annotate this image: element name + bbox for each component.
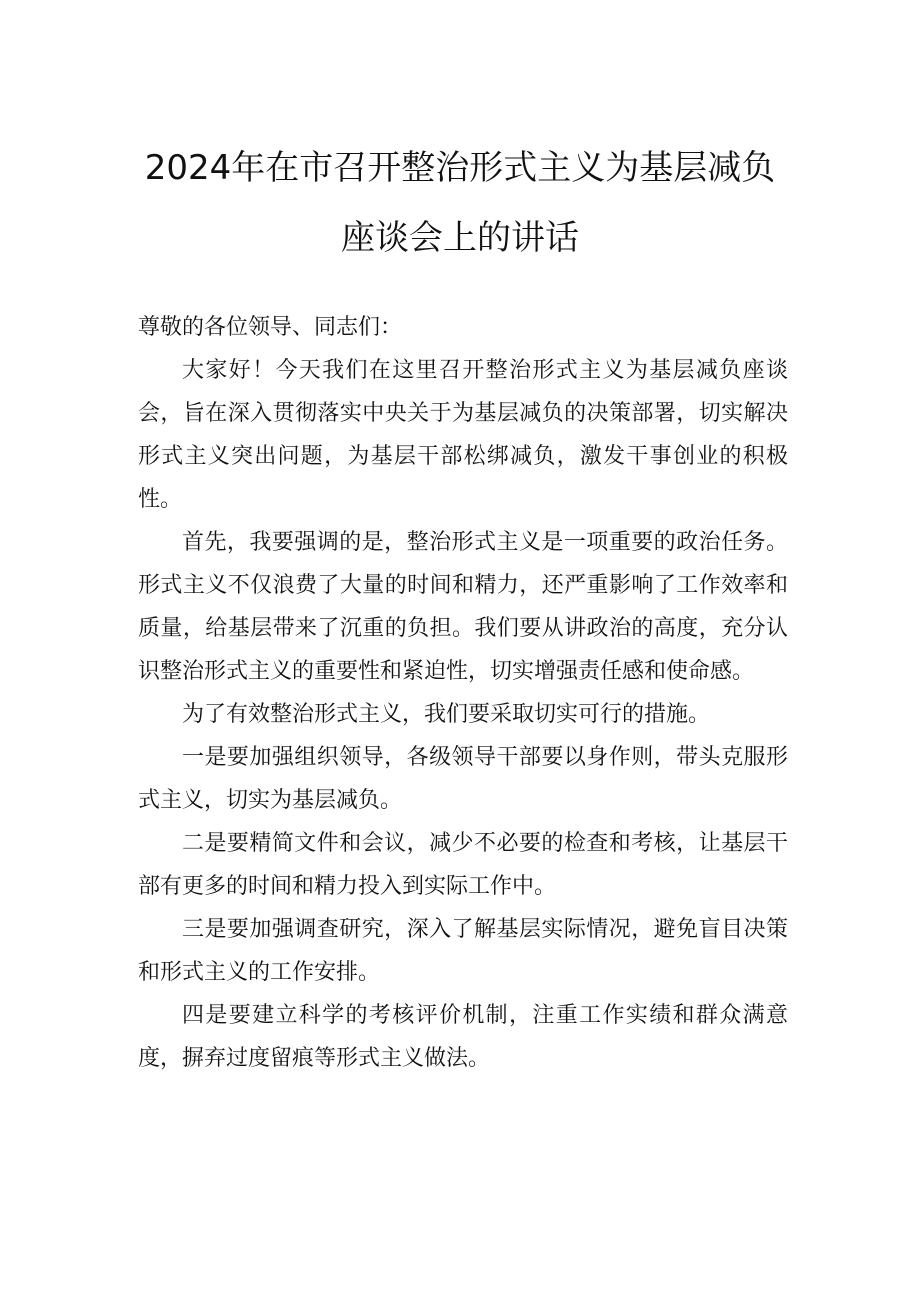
paragraph-first-point: 首先，我要强调的是，整治形式主义是一项重要的政治任务。形式主义不仅浪费了大量的时间和精力，还严重影响了工作效率和质量，给基层带来了沉重的负担。我们要从讲政治的高度，充分认识整治形式主义的重要性和紧迫性，切实增强责任感和使命感。 <box>138 530 788 684</box>
paragraph-measure-3: 三是要加强调查研究，深入了解基层实际情况，避免盲目决策和形式主义的工作安排。 <box>138 917 788 985</box>
paragraph-measure-4: 四是要建立科学的考核评价机制，注重工作实绩和群众满意度，摒弃过度留痕等形式主义做法。 <box>138 1003 788 1071</box>
paragraph-measures-intro: 为了有效整治形式主义，我们要采取切实可行的措施。 <box>182 702 711 727</box>
paragraph-greeting: 大家好！今天我们在这里召开整治形式主义为基层减负座谈会，旨在深入贯彻落实中央关于为基层减负的决策部署，切实解决形式主义突出问题，为基层干部松绑减负，激发干事创业的积极性。 <box>138 358 788 512</box>
paragraph-measure-2: 二是要精简文件和会议，减少不必要的检查和考核，让基层干部有更多的时间和精力投入到实际工作中。 <box>138 831 788 899</box>
document-title-line-2: 座谈会上的讲话 <box>341 218 579 258</box>
document-title-line-1: 2024年在市召开整治形式主义为基层减负 <box>144 148 776 188</box>
paragraph-measure-1: 一是要加强组织领导，各级领导干部要以身作则，带头克服形式主义，切实为基层减负。 <box>138 745 788 813</box>
salutation: 尊敬的各位领导、同志们： <box>138 315 403 340</box>
document-body <box>138 306 788 1080</box>
